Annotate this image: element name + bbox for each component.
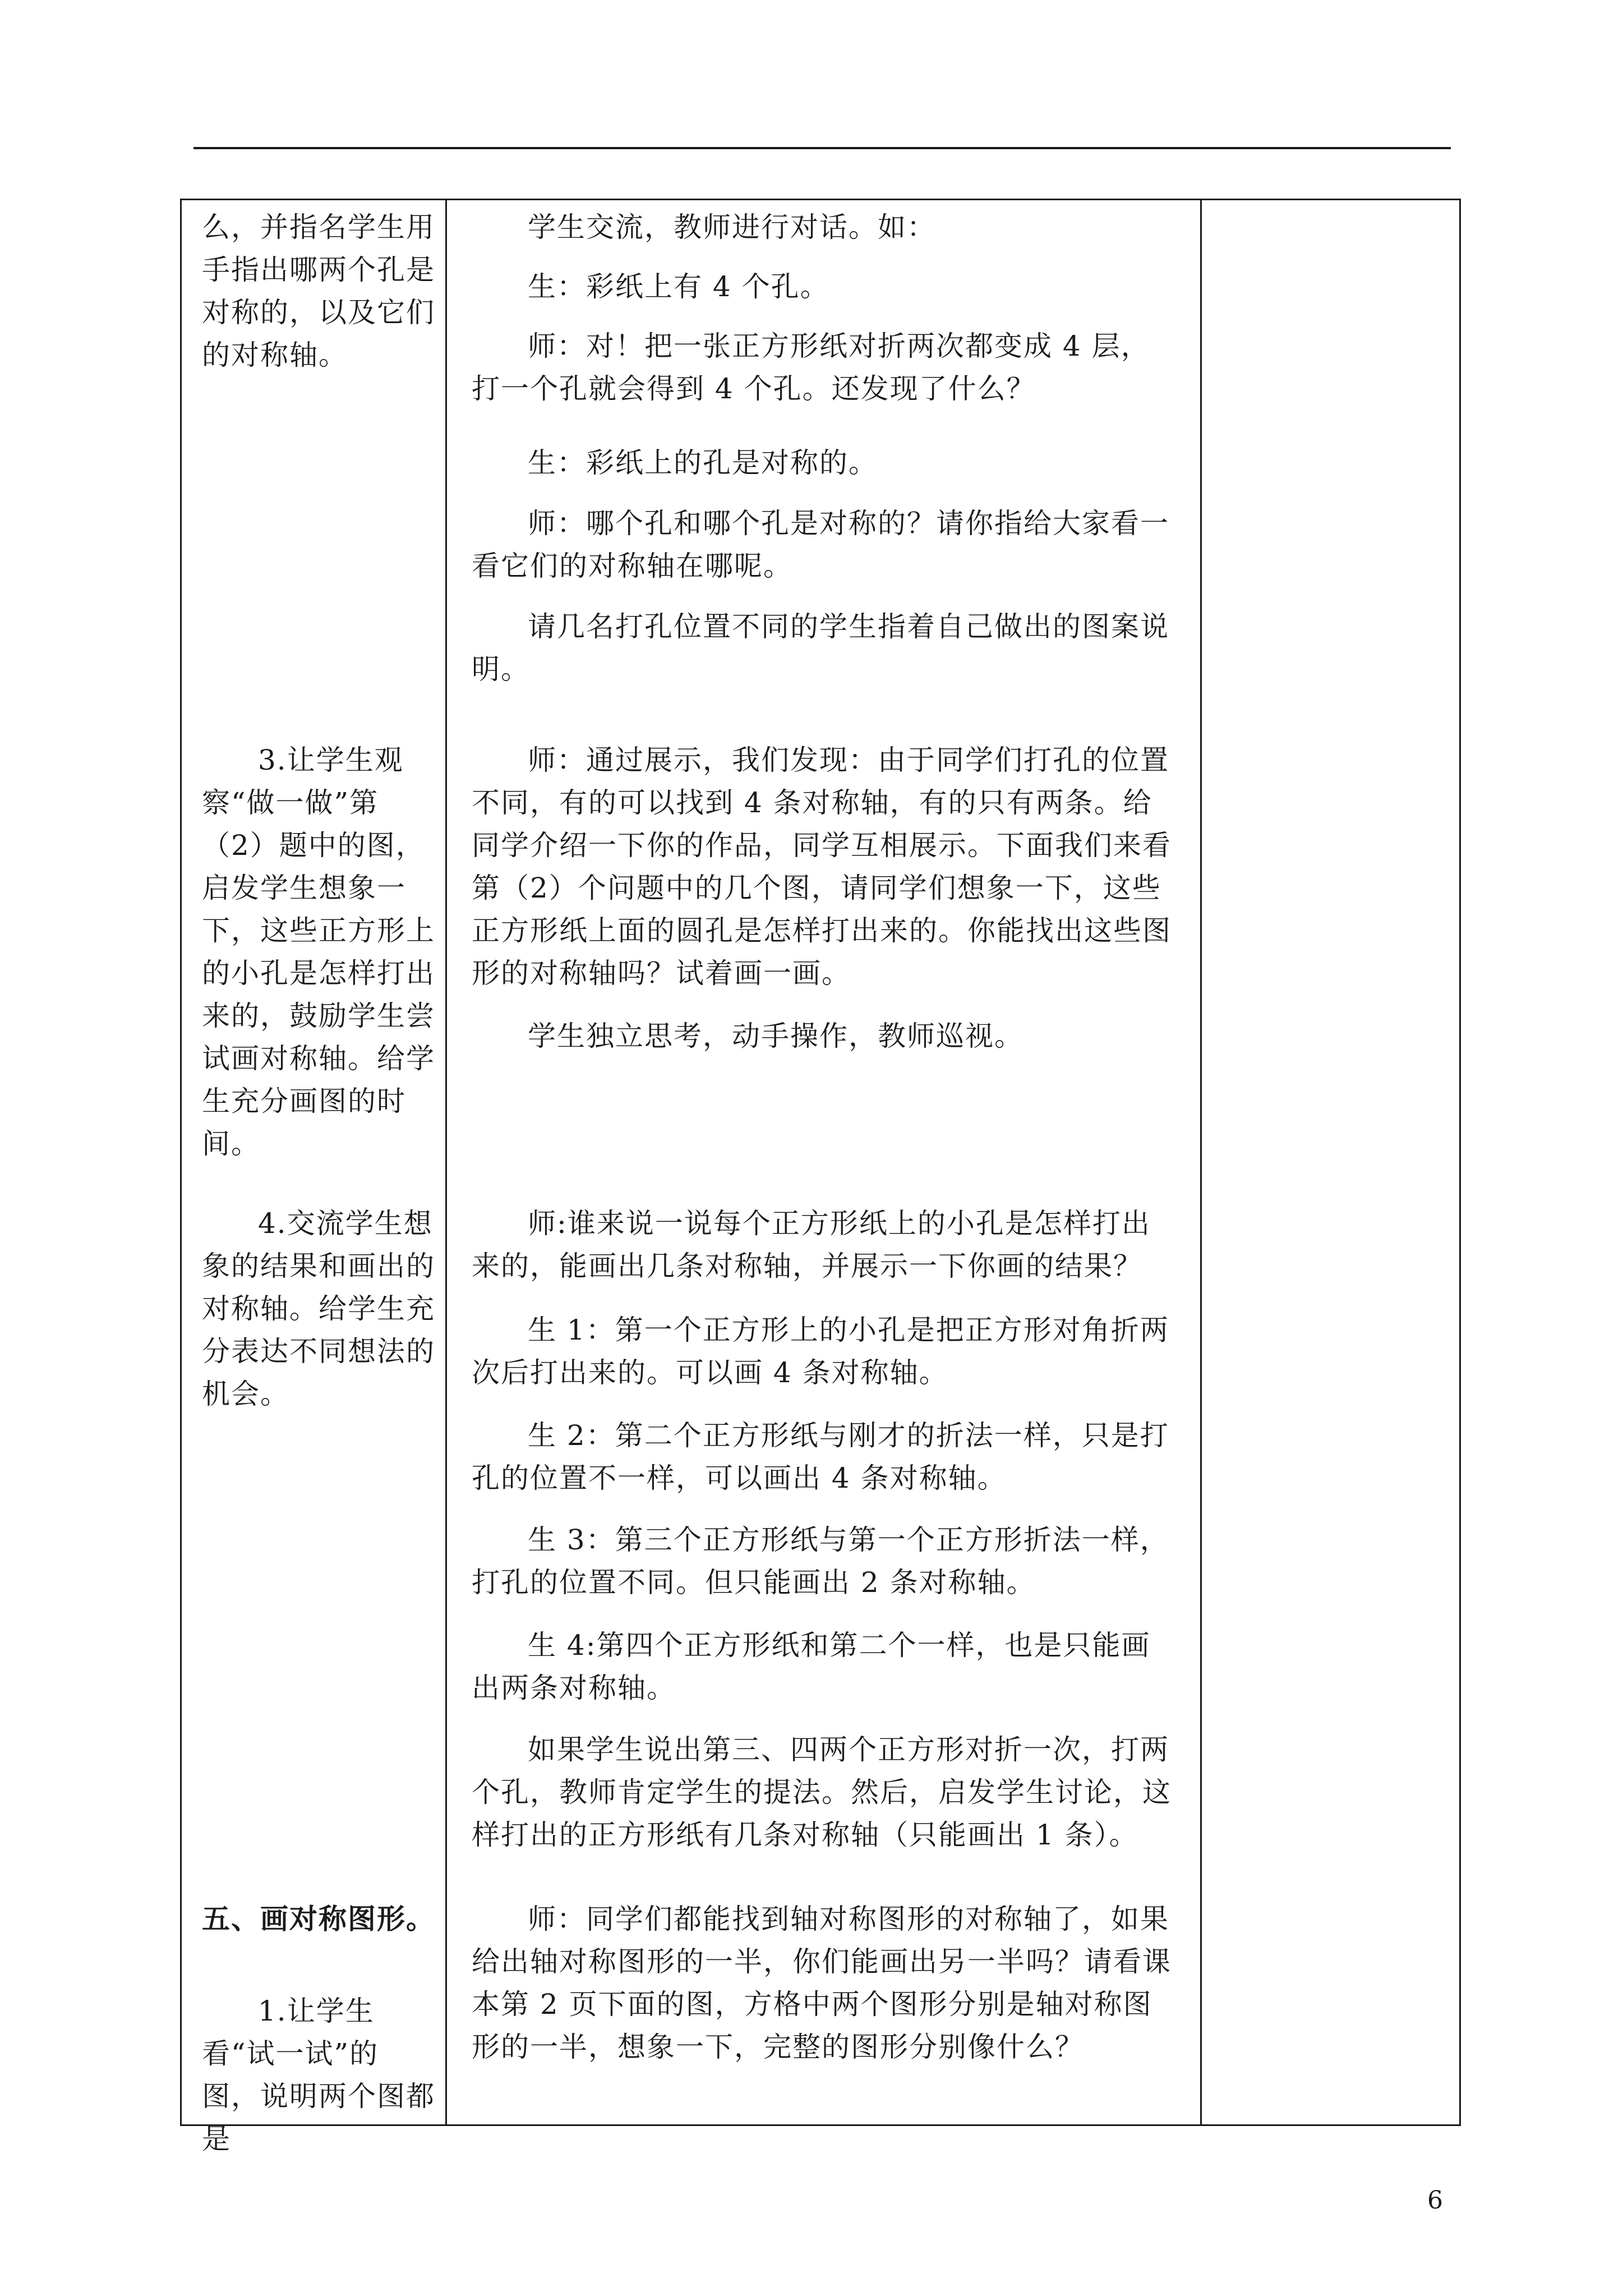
teaching-steps-column [182, 200, 445, 2155]
notes-column [1202, 200, 1459, 2124]
dialogue-line-14: 如果学生说出第三、四两个正方形对折一次，打两个孔，教师肯定学生的提法。然后，启发学生讨论，这样打出的正方形纸有几条对称轴（只能画出 1 条）。 [472, 1733, 1172, 1851]
header-rule [193, 147, 1451, 149]
lesson-plan-table [180, 199, 1461, 2155]
section-heading: 五、画对称图形。 [202, 1902, 435, 1935]
dialogue-line-2: 生：彩纸上有 4 个孔。 [528, 270, 829, 303]
dialogue-line-15: 师：同学们都能找到轴对称图形的对称轴了，如果给出轴对称图形的一半，你们能画出另一半吗？请看课本第 2 页下面的图，方格中两个图形分别是轴对称图形的一半，想象一下，完整的图形分别像什么？ [472, 1903, 1172, 2063]
dialogue-line-5: 师：哪个孔和哪个孔是对称的？请你指给大家看一看它们的对称轴在哪呢。 [472, 507, 1169, 582]
dialogue-line-4: 生：彩纸上的孔是对称的。 [528, 447, 878, 479]
dialogue-line-11: 生 2：第二个正方形纸与刚才的折法一样，只是打孔的位置不一样，可以画出 4 条对称轴。 [472, 1419, 1169, 1494]
left-paragraph-1: 么，并指名学生用手指出哪两个孔是对称的，以及它们的对称轴。 [202, 211, 435, 371]
dialogue-line-7: 师：通过展示，我们发现：由于同学们打孔的位置不同，有的可以找到 4 条对称轴，有的只有两条。给同学介绍一下你的作品，同学互相展示。下面我们来看第（2）个问题中的几个图，请同学们想象一下，这些正方形纸上面的圆孔是怎样打出来的。你能找出这些图形的对称轴吗？试着画一画。 [472, 744, 1172, 990]
page-number: 6 [1427, 2186, 1443, 2215]
dialogue-line-10: 生 1：第一个正方形上的小孔是把正方形对角折两次后打出来的。可以画 4 条对称轴。 [472, 1314, 1169, 1389]
dialogue-line-13: 生 4:第四个正方形纸和第二个一样，也是只能画出两条对称轴。 [472, 1629, 1151, 1704]
dialogue-line-8: 学生独立思考，动手操作，教师巡视。 [528, 1020, 1023, 1052]
dialogue-line-9: 师:谁来说一说每个正方形纸上的小孔是怎样打出来的，能画出几条对称轴，并展示一下你画的结果？ [472, 1207, 1151, 1282]
left-paragraph-2: 3.让学生观察“做一做”第（2）题中的图，启发学生想象一下，这些正方形上的小孔是怎样打出来的，鼓励学生尝试画对称轴。给学生充分画图的时间。 [202, 744, 435, 1160]
left-paragraph-3: 4.交流学生想象的结果和画出的对称轴。给学生充分表达不同想法的机会。 [202, 1207, 435, 1410]
dialogue-line-1: 学生交流，教师进行对话。如： [528, 211, 936, 243]
dialogue-line-6: 请几名打孔位置不同的学生指着自己做出的图案说明。 [472, 610, 1169, 685]
dialogue-line-3: 师：对！把一张正方形纸对折两次都变成 4 层，打一个孔就会得到 4 个孔。还发现了什么？ [472, 330, 1150, 405]
dialogue-line-12: 生 3：第三个正方形纸与第一个正方形折法一样，打孔的位置不同。但只能画出 2 条对称轴。 [472, 1524, 1169, 1599]
classroom-dialogue-column [447, 200, 1200, 2124]
left-paragraph-4: 1.让学生看“试一试”的图，说明两个图都是 [202, 1995, 435, 2155]
